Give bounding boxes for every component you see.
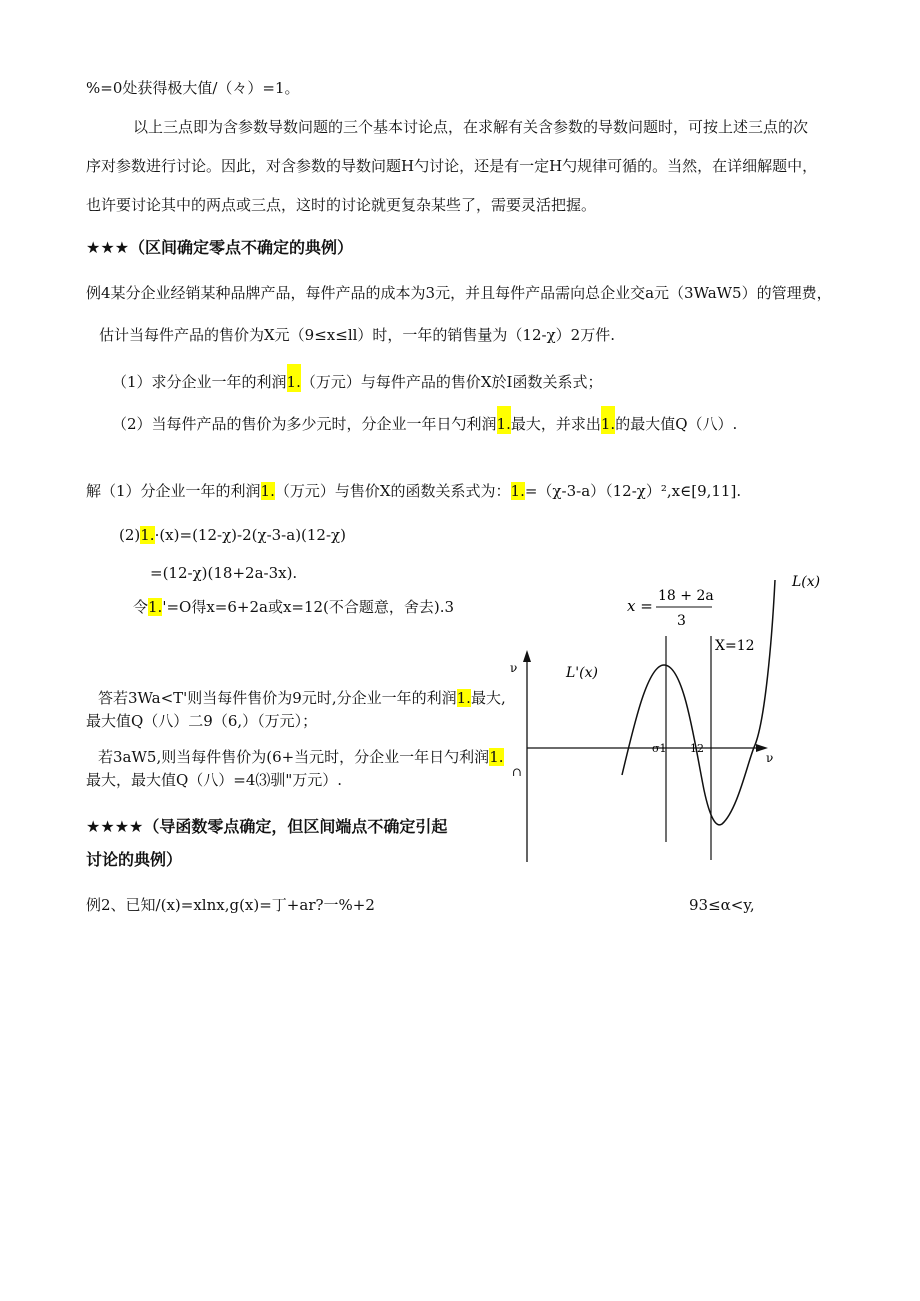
- solution-text: '=O得x=6+2a或x=12(不合题意，舍去).3: [162, 598, 455, 616]
- answer-line: [98, 688, 506, 708]
- highlight-mark: 1.: [140, 526, 155, 544]
- question-text: （1）求分企业一年的利润: [112, 373, 287, 391]
- highlight-mark: 1.: [489, 748, 504, 766]
- paragraph-line: 序对参数进行讨论。因此，对含参数的导数问题H勺讨论，还是有一定H勺规律可循的。当然，在详细解题中，: [86, 157, 818, 175]
- paragraph-line: 也许要讨论其中的两点或三点，这时的讨论就更复杂某些了，需要灵活把握。: [86, 196, 597, 214]
- highlight-mark: 1.: [260, 482, 275, 500]
- question-text: 的最大值Q（八）.: [615, 415, 738, 433]
- highlight-mark: 1.: [287, 364, 301, 392]
- example-line: 例4某分企业经销某种品牌产品，每件产品的成本为3元，并且每件产品需向总企业交a元（3WaW5）的管理费，: [86, 284, 832, 302]
- origin-label: ∩: [512, 765, 523, 779]
- answer-text: 最大,: [470, 689, 506, 707]
- example-line: 93≤α<y,: [689, 896, 755, 914]
- solution-line: [119, 525, 346, 545]
- highlight-mark: 1.: [497, 406, 511, 434]
- question-text: 最大，并求出: [510, 415, 601, 433]
- section-heading: ★★★（区间确定零点不确定的典例）: [86, 238, 354, 257]
- tick-label: 12: [690, 742, 704, 755]
- solution-line: =(12-χ)(18+2a-3x).: [150, 564, 298, 582]
- solution-text: =（χ-3-a）（12-χ）²,x∈[9,11].: [524, 482, 742, 500]
- question-1: [112, 364, 602, 392]
- tick-label: σ1: [652, 742, 667, 755]
- answer-text: 若3aW5,则当每件售价为(6+当元时，分企业一年日勺利润: [98, 748, 490, 766]
- line-label-x12: X=12: [715, 638, 755, 654]
- answer-line: 最大值Q（八）二9（6,）（万元）；: [86, 712, 318, 730]
- derivative-curve: [622, 580, 775, 825]
- solution-line: [86, 481, 741, 501]
- highlight-mark: 1.: [601, 406, 615, 434]
- solution-text: 令: [133, 598, 149, 616]
- formula-lhs: x =: [627, 597, 653, 615]
- section-heading: 讨论的典例）: [86, 850, 183, 869]
- solution-text: 解（1）分企业一年的利润: [86, 482, 261, 500]
- section-heading: ★★★★（导函数零点确定，但区间端点不确定引起: [86, 817, 448, 836]
- curve-label-Lprime: L'(x): [566, 665, 598, 681]
- y-axis-label: ν: [510, 661, 518, 675]
- solution-line: [133, 597, 454, 617]
- formula-denominator: 3: [677, 613, 686, 629]
- question-text: （万元）与每件产品的售价X於I函数关系式；: [300, 373, 603, 391]
- highlight-mark: 1.: [510, 482, 525, 500]
- solution-text: ·(x)=(12-χ)-2(χ-3-a)(12-χ): [154, 526, 346, 544]
- question-text: （2）当每件产品的售价为多少元时，分企业一年日勺利润: [112, 415, 497, 433]
- formula-numerator: 18 + 2a: [658, 588, 714, 604]
- solution-text: (2): [119, 526, 141, 544]
- answer-text: 答若3Wa<T'则当每件售价为9元时,分企业一年的利润: [98, 689, 457, 707]
- example-line: 估计当每件产品的售价为X元（9≤x≤ll）时，一年的销售量为（12-χ）2万件.: [99, 326, 615, 344]
- highlight-mark: 1.: [148, 598, 163, 616]
- answer-line: [98, 747, 504, 767]
- text-line: %=0处获得极大值/（々）=1。: [86, 79, 300, 97]
- curve-label-L: L(x): [792, 574, 821, 590]
- example-line: 例2、已知/(x)=xlnx,g(x)=丁+ar?一%+2: [86, 896, 375, 914]
- x-axis-label: ν: [766, 751, 774, 765]
- solution-text: （万元）与售价X的函数关系式为：: [274, 482, 511, 500]
- question-2: [112, 406, 737, 434]
- paragraph-line: 以上三点即为含参数导数问题的三个基本讨论点，在求解有关含参数的导数问题时，可按上述三点的次: [133, 118, 809, 136]
- function-graph: [505, 570, 835, 870]
- highlight-mark: 1.: [456, 689, 471, 707]
- answer-line: 最大，最大值Q（八）=4⑶驯"万元）.: [86, 771, 343, 789]
- y-axis-arrow: [523, 650, 531, 662]
